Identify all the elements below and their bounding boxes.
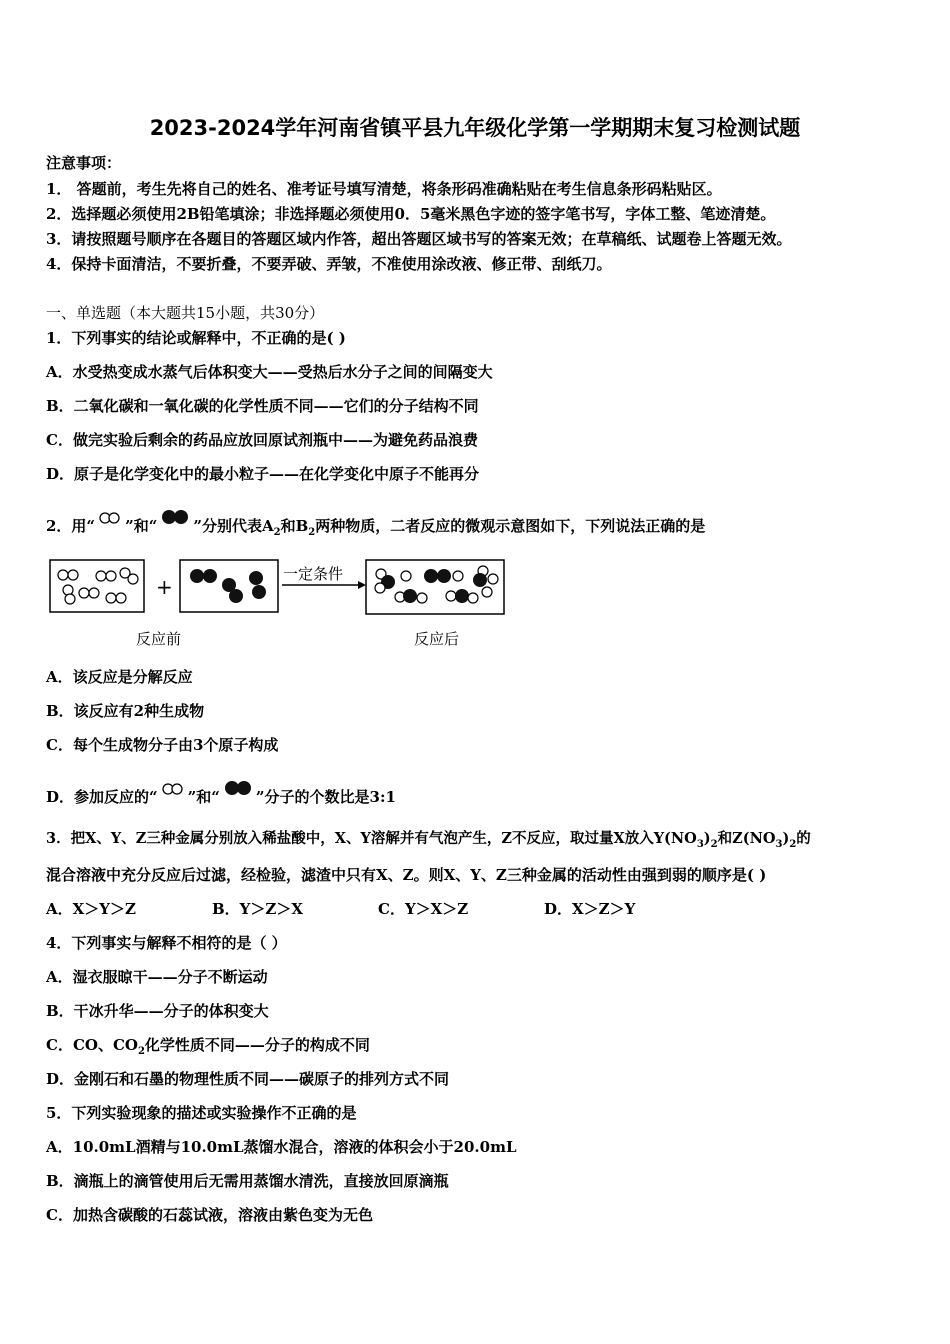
option: A．10.0mL酒精与10.0mL蒸馏水混合，溶液的体积会小于20.0mL [46,1138,517,1156]
note-item: 3．请按照题号顺序在各题目的答题区域内作答，超出答题区域书写的答案无效；在草稿纸、试题卷上答题无效。 [46,230,792,248]
black-molecule-icon [222,780,254,796]
note-item: 2．选择题必须使用2B铅笔填涂；非选择题必须使用0．5毫米黑色字迹的签字笔书写，字体工整、笔迹清楚。 [46,205,776,223]
option: C．每个生成物分子由3个原子构成 [46,736,279,754]
question-stem: 1．下列事实的结论或解释中，不正确的是( ) [46,329,346,347]
note-item: 4．保持卡面清洁，不要折叠，不要弄破、弄皱，不准使用涂改液、修正带、刮纸刀。 [46,255,612,273]
black-molecule-icon [159,509,191,525]
subscript: 2 [789,838,797,850]
option [46,780,396,807]
subscript: 3 [696,838,704,850]
option: B．二氧化碳和一氧化碳的化学性质不同——它们的分子结构不同 [46,397,479,415]
stem-text: ”分别代表A [193,517,274,535]
subscript: 2 [273,527,281,538]
option: A．湿衣服晾干——分子不断运动 [46,968,268,986]
option-text: 化学性质不同——分子的构成不同 [144,1036,370,1054]
subscript: 2 [308,527,316,538]
white-molecule-icon [97,511,123,525]
options-row [46,898,710,919]
stem-text: ”和“ [125,517,158,535]
label-before: 反应前 [136,630,182,648]
option-text: C．CO、CO [46,1036,138,1054]
option: D．金刚石和石墨的物理性质不同——碳原子的排列方式不同 [46,1070,450,1088]
subscript: 2 [710,838,718,850]
stem-text: 和B [280,517,309,535]
notes-header: 注意事项： [46,154,122,172]
option: C．Y＞X＞Z [378,900,469,918]
option: B．该反应有2种生成物 [46,702,205,720]
section-heading: 一、单选题（本大题共15小题，共30分） [46,304,325,322]
stem-text: 2．用“ [46,517,96,535]
stem-text: 和Z(NO [717,830,776,847]
option: A．该反应是分解反应 [46,668,193,686]
option: B．滴瓶上的滴管使用后无需用蒸馏水清洗，直接放回原滴瓶 [46,1172,449,1190]
label-after: 反应后 [414,630,460,648]
stem-text: ) [703,830,711,847]
stem-text: 的 [796,830,811,847]
option: B．干冰升华——分子的体积变大 [46,1002,269,1020]
question-stem: 4．下列事实与解释不相符的是（ ） [46,934,287,952]
question-stem: 5．下列实验现象的描述或实验操作不正确的是 [46,1104,357,1122]
option: D．X＞Z＞Y [544,900,636,918]
stem-text: ) [782,830,790,847]
question-stem [46,509,705,538]
note-item: 1． 答题前，考生先将自己的姓名、准考证号填写清楚，将条形码准确粘贴在考生信息条形码粘贴区。 [46,180,722,198]
option: A．X＞Y＞Z [46,900,136,918]
stem-text: 3．把X、Y、Z三种金属分别放入稀盐酸中，X、Y溶解并有气泡产生，Z不反应，取过量X放入Y(NO [46,830,697,847]
option-text: ”和“ [187,788,220,806]
page-title: 2023-2024学年河南省镇平县九年级化学第一学期期末复习检测试题 [149,116,801,140]
subscript: 3 [775,838,783,850]
stem-text: 两种物质，二者反应的微观示意图如下，下列说法正确的是 [315,517,706,535]
option: C．加热含碳酸的石蕊试液，溶液由紫色变为无色 [46,1206,373,1224]
option [46,1034,370,1057]
option: A．水受热变成水蒸气后体积变大——受热后水分子之间的间隔变大 [46,363,493,381]
option-text: D．参加反应的“ [46,788,158,806]
option-text: ”分子的个数比是3:1 [255,788,396,806]
question-stem-cont: 混合溶液中充分反应后过滤，经检验，滤渣中只有X、Z。则X、Y、Z三种金属的活动性由强到弱的顺序是( ) [46,866,767,884]
option: B．Y＞Z＞X [212,900,303,918]
reaction-diagram [46,552,516,657]
question-stem [46,827,811,850]
reaction-condition: 一定条件 [283,565,344,583]
arrow-head [358,581,366,589]
option: D．原子是化学变化中的最小粒子——在化学变化中原子不能再分 [46,465,480,483]
subscript: 2 [137,1046,145,1057]
white-molecule-icon [160,782,186,796]
plus-sign: + [156,575,173,599]
option: C．做完实验后剩余的药品应放回原试剂瓶中——为避免药品浪费 [46,431,478,449]
